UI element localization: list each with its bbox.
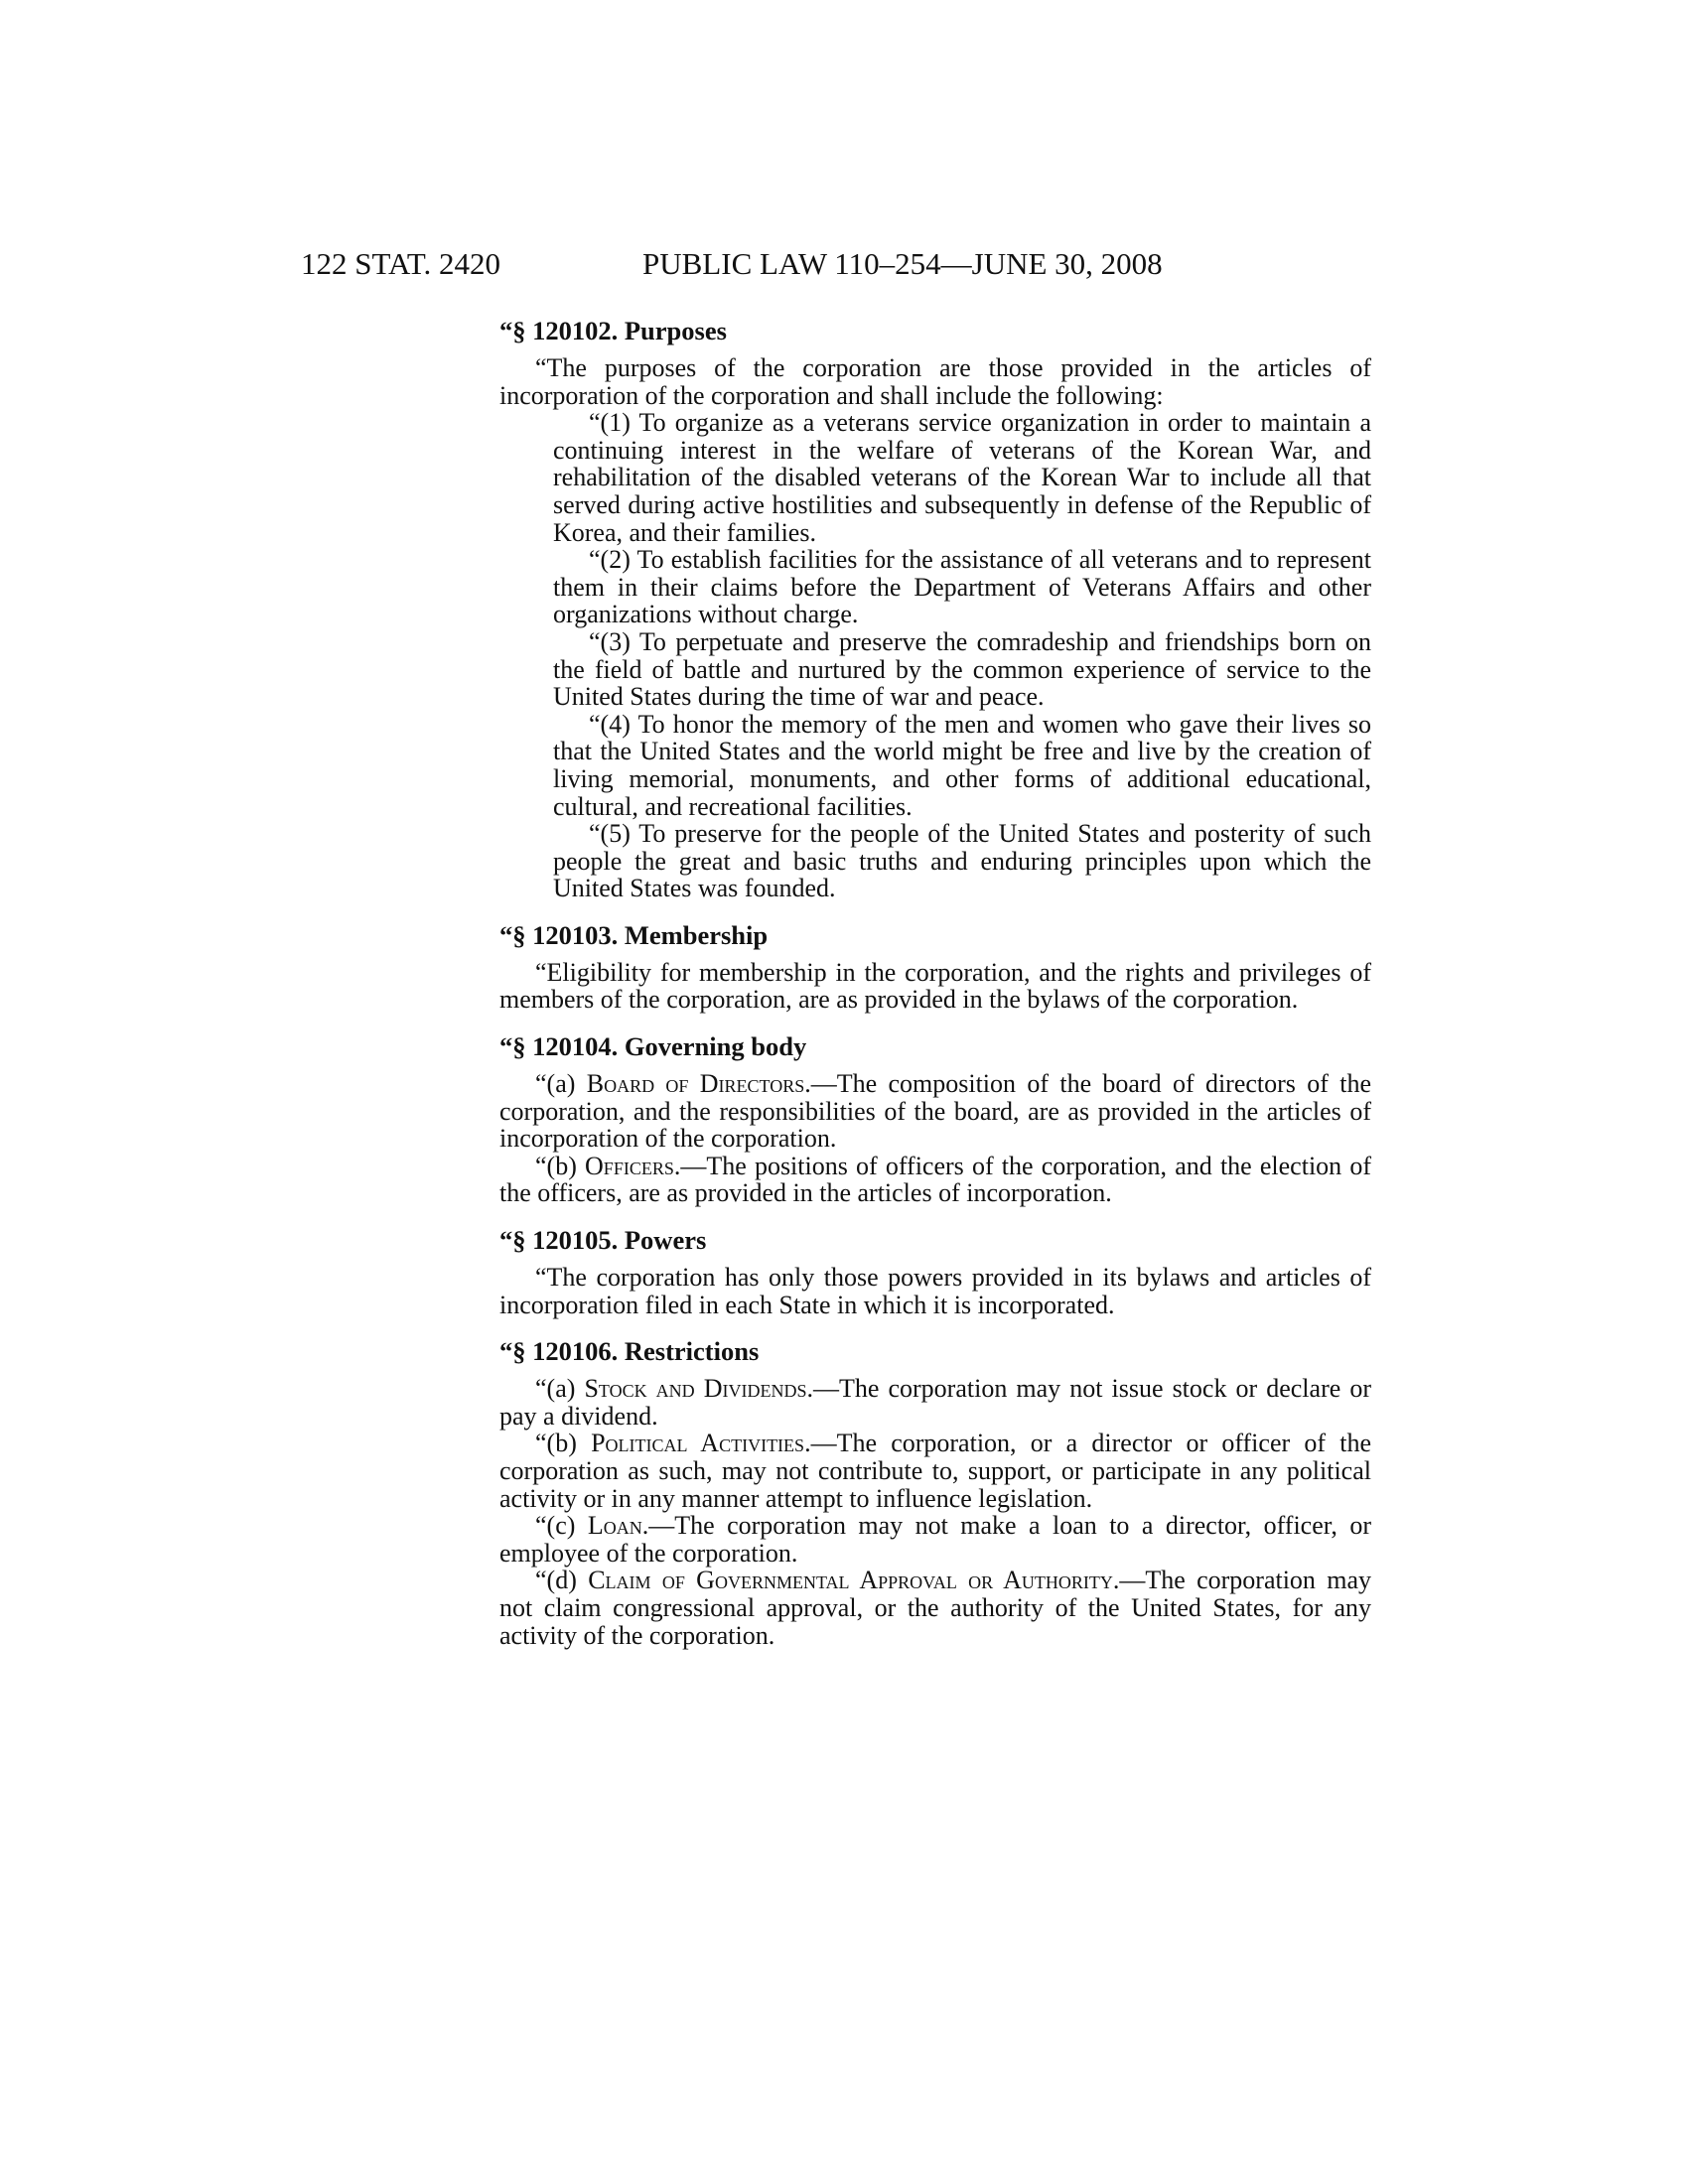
subsection-text: .—The corporation may not claim congressional approval, or the authority of the United States, for any activity of the corporation. (499, 1566, 1372, 1650)
subsection-caption: Claim of Governmental Approval or Authority (588, 1566, 1113, 1595)
section-heading-powers: “§ 120105. Powers (499, 1225, 707, 1256)
subsection-caption: Board of Directors (586, 1069, 805, 1099)
section-powers (499, 1225, 1371, 1318)
governing-body-subsection-a (499, 1070, 1371, 1153)
subsection-text: .—The composition of the board of directors of the corporation, and the responsibilities of the board, are as provided in the articles of incorporation of the corporation. (499, 1069, 1371, 1154)
section-heading-governing-body: “§ 120104. Governing body (499, 1031, 807, 1062)
section-heading-restrictions: “§ 120106. Restrictions (499, 1336, 760, 1367)
section-membership (499, 920, 1371, 1014)
restrictions-subsection-c (499, 1512, 1371, 1567)
subsection-caption: Loan (587, 1511, 642, 1541)
purposes-intro: “The purposes of the corporation are those provided in the articles of incorporation of the corporation and shall include the following: (499, 353, 1371, 410)
subsection-text: .—The positions of officers of the corporation, and the election of the officers, are as provided in the articles of incorporation. (499, 1151, 1371, 1208)
powers-text: “The corporation has only those powers provided in its bylaws and articles of incorporation filed in each State in which it is incorporated. (499, 1263, 1371, 1319)
subsection-prefix: “(c) (535, 1511, 588, 1541)
restrictions-subsection-b (499, 1430, 1371, 1512)
purpose-item-5: “(5) To preserve for the people of the United States and posterity of such people the great and basic truths and enduring principles upon which the United States was founded. (553, 819, 1371, 903)
purpose-item-1: “(1) To organize as a veterans service organization in order to maintain a continuing interest in the welfare of veterans of the Korean War, and rehabilitation of the disabled veterans of the Korean War to include all that served during active hostilities and subsequently in defense of the Republic of Korea, and their families. (553, 408, 1371, 547)
subsection-prefix: “(a) (535, 1374, 585, 1404)
subsection-text: .—The corporation may not issue stock or declare or pay a dividend. (499, 1374, 1371, 1431)
restrictions-subsection-a (499, 1375, 1371, 1430)
subsection-prefix: “(d) (535, 1566, 589, 1595)
purpose-item-4: “(4) To honor the memory of the men and women who gave their lives so that the United States and the world might be free and live by the creation of living memorial, monuments, and other forms of additional educational, cultural, and recreational facilities. (553, 709, 1371, 821)
purpose-item-2: “(2) To establish facilities for the assistance of all veterans and to represent them in their claims before the Department of Veterans Affairs and other organizations without charge. (553, 545, 1371, 629)
page-header (301, 244, 1234, 284)
statute-citation: 122 STAT. 2420 (301, 246, 501, 281)
subsection-text: .—The corporation, or a director or officer of the corporation as such, may not contribute to, support, or participate in any political activity or in any manner attempt to influence legislation. (499, 1429, 1371, 1513)
subsection-prefix: “(a) (535, 1069, 587, 1099)
governing-body-subsection-b (499, 1153, 1371, 1207)
section-purposes (499, 316, 1371, 902)
section-governing-body (499, 1031, 1371, 1207)
purpose-item-3: “(3) To perpetuate and preserve the comradeship and friendships born on the field of battle and nurtured by the common experience of service to the United States during the time of war and peace. (553, 626, 1371, 712)
public-law-title: PUBLIC LAW 110–254—JUNE 30, 2008 (642, 246, 1163, 281)
subsection-caption: Political Activities (591, 1429, 805, 1458)
document-body (499, 316, 1371, 1649)
subsection-caption: Officers (585, 1151, 674, 1180)
subsection-prefix: “(b) (535, 1429, 592, 1458)
subsection-caption: Stock and Dividends (584, 1374, 807, 1404)
restrictions-subsection-d (499, 1567, 1371, 1649)
section-heading-membership: “§ 120103. Membership (499, 919, 769, 950)
subsection-text: .—The corporation may not make a loan to a director, officer, or employee of the corporation. (499, 1511, 1371, 1568)
subsection-prefix: “(b) (535, 1151, 586, 1180)
section-heading-purposes: “§ 120102. Purposes (499, 316, 727, 345)
membership-text: “Eligibility for membership in the corporation, and the rights and privileges of members of the corporation, are as provided in the bylaws of the corporation. (499, 957, 1371, 1015)
section-restrictions (499, 1336, 1371, 1649)
